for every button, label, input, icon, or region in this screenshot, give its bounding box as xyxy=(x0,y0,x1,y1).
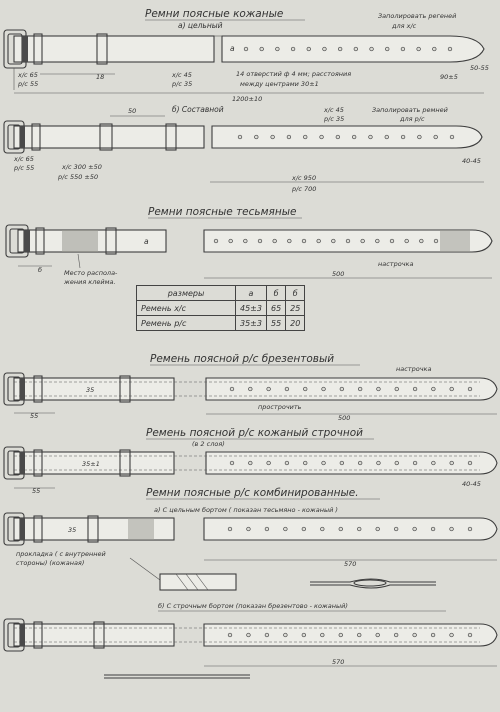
punch-hole xyxy=(303,135,307,139)
belt-tape xyxy=(6,225,492,257)
punch-hole xyxy=(376,239,380,243)
punch-hole xyxy=(450,527,454,531)
punch-hole xyxy=(291,47,295,51)
punch-hole xyxy=(417,47,421,51)
punch-hole xyxy=(376,527,380,531)
punch-hole xyxy=(394,527,398,531)
table-row xyxy=(137,301,305,316)
dim-ks-loop-b: х/с 45 xyxy=(324,106,344,114)
punch-hole xyxy=(377,461,381,465)
leather-title: Ремни поясные кожаные xyxy=(145,8,284,20)
stamp-note-2: жения клейма. xyxy=(64,278,116,286)
punch-hole xyxy=(267,461,271,465)
punch-hole xyxy=(267,387,271,391)
punch-hole xyxy=(317,239,321,243)
punch-hole xyxy=(339,527,343,531)
table-header-cell: б xyxy=(286,286,305,301)
stitched-right-w: 40-45 xyxy=(462,480,481,488)
punch-hole xyxy=(357,527,361,531)
punch-hole xyxy=(303,387,307,391)
punch-hole xyxy=(255,135,259,139)
dim-ks-width-b: х/с 65 xyxy=(14,155,34,163)
dim-right-w-b: 40-45 xyxy=(462,157,481,165)
table-cell: 20 xyxy=(286,316,305,331)
punch-hole xyxy=(450,135,454,139)
punch-hole xyxy=(432,461,436,465)
punch-hole xyxy=(370,47,374,51)
punch-hole xyxy=(354,47,358,51)
dim-rs-width-b: р/с 55 xyxy=(14,164,35,172)
punch-hole xyxy=(322,461,326,465)
mark-a-tape: а xyxy=(144,237,149,246)
punch-hole xyxy=(413,633,417,637)
punch-hole xyxy=(338,47,342,51)
canvas-title: Ремень поясной р/с брезентовый xyxy=(150,353,335,365)
mark-a: а xyxy=(230,44,235,53)
table-cell: 35±3 xyxy=(236,316,267,331)
punch-hole xyxy=(431,527,435,531)
punch-hole xyxy=(420,239,424,243)
dim-ks-len: х/с 300 ±50 xyxy=(62,163,102,171)
combined-title: Ремни поясные р/с комбинированные. xyxy=(146,487,359,499)
punch-hole xyxy=(285,387,289,391)
punch-hole xyxy=(405,239,409,243)
punch-hole xyxy=(260,47,264,51)
punch-hole xyxy=(376,633,380,637)
table-cell: 25 xyxy=(286,301,305,316)
punch-hole xyxy=(244,47,248,51)
punch-hole xyxy=(276,47,280,51)
punch-hole xyxy=(401,47,405,51)
table-cell: Ремень р/с xyxy=(137,316,236,331)
canvas-stitch-note: прострочить xyxy=(258,403,302,411)
stamp-note-1: Место распола- xyxy=(64,269,118,277)
punch-hole xyxy=(273,239,277,243)
punch-hole xyxy=(228,633,232,637)
dim-rs-total: р/с 700 xyxy=(292,185,317,193)
punch-hole xyxy=(238,135,242,139)
dim-rs-width: р/с 55 xyxy=(18,80,39,88)
punch-hole xyxy=(302,239,306,243)
punch-hole xyxy=(434,135,438,139)
punch-hole xyxy=(288,239,292,243)
dim-rs-len: р/с 550 ±50 xyxy=(58,173,99,181)
punch-hole xyxy=(401,135,405,139)
punch-hole xyxy=(418,135,422,139)
punch-hole xyxy=(340,387,344,391)
punch-hole xyxy=(307,47,311,51)
punch-hole xyxy=(468,461,472,465)
punch-hole xyxy=(433,47,437,51)
punch-hole xyxy=(450,387,454,391)
punch-hole xyxy=(432,387,436,391)
punch-hole xyxy=(284,633,288,637)
canvas-width: 35 xyxy=(86,386,95,394)
punch-hole xyxy=(450,633,454,637)
punch-hole xyxy=(322,387,326,391)
punch-hole xyxy=(385,135,389,139)
punch-hole xyxy=(265,633,269,637)
punch-hole xyxy=(247,527,251,531)
table-cell: 65 xyxy=(266,301,285,316)
punch-hole xyxy=(413,387,417,391)
composite-variant-b: б) Составной xyxy=(172,105,224,114)
dim-tip-1: 50-55 xyxy=(470,64,489,72)
canvas-tip-note: настрочка xyxy=(396,365,432,373)
composite-tip-note-2: для р/с xyxy=(400,115,425,123)
table-cell: 55 xyxy=(266,316,285,331)
combined-length-b: 570 xyxy=(332,658,345,666)
punch-hole xyxy=(434,239,438,243)
holes-note-2: между центрами 30±1 xyxy=(240,80,319,88)
table-cell: 45±3 xyxy=(236,301,267,316)
punch-hole xyxy=(303,461,307,465)
dim-gap: 50 xyxy=(128,107,137,115)
punch-hole xyxy=(258,239,262,243)
punch-hole xyxy=(332,239,336,243)
combined-variant-a: а) С цельным бортом ( показан тесьмяно - кожаный ) xyxy=(154,506,338,514)
dim-tip-2: 90±5 xyxy=(440,73,458,81)
dim-rs-loop: р/с 35 xyxy=(172,80,193,88)
punch-hole xyxy=(358,461,362,465)
punch-hole xyxy=(247,633,251,637)
canvas-length: 500 xyxy=(338,414,351,422)
punch-hole xyxy=(285,461,289,465)
punch-hole xyxy=(321,633,325,637)
stitched-title: Ремень поясной р/с кожаный строчной xyxy=(146,427,363,439)
punch-hole xyxy=(228,527,232,531)
composite-tip-note: Заполировать ремней xyxy=(372,106,448,114)
dim-total-leather: 1200±10 xyxy=(232,95,263,103)
dim-buckle-gap: 18 xyxy=(96,73,105,81)
punch-hole xyxy=(320,135,324,139)
punch-hole xyxy=(230,387,234,391)
leather-variant-a: а) цельный xyxy=(178,21,223,30)
punch-hole xyxy=(357,633,361,637)
lining-note-1: прокладка ( с внутренней xyxy=(16,550,106,558)
sizes-table xyxy=(136,285,305,331)
lining-note-2: стороны) (кожаная) xyxy=(16,559,85,567)
punch-hole xyxy=(377,387,381,391)
belt-leather-composite xyxy=(4,121,482,153)
table-header-cell: а xyxy=(236,286,267,301)
leather-tip-note: Заполировать регеней xyxy=(378,12,457,20)
holes-note-1: 14 отверстий ф 4 мм; расстояния xyxy=(236,70,352,78)
punch-hole xyxy=(394,633,398,637)
punch-hole xyxy=(413,527,417,531)
stitched-subtitle: (в 2 слоя) xyxy=(192,440,225,448)
punch-hole xyxy=(249,387,253,391)
punch-hole xyxy=(284,527,288,531)
stitched-width: 35±1 xyxy=(82,460,100,468)
punch-hole xyxy=(352,135,356,139)
punch-hole xyxy=(468,527,472,531)
punch-hole xyxy=(287,135,291,139)
punch-hole xyxy=(413,461,417,465)
table-header-cell: размеры xyxy=(137,286,236,301)
tape-title: Ремни поясные тесьмяные xyxy=(148,206,297,218)
punch-hole xyxy=(321,527,325,531)
punch-hole xyxy=(385,47,389,51)
punch-hole xyxy=(395,387,399,391)
dim-rs-loop-b: р/с 35 xyxy=(324,115,345,123)
cross-section-b xyxy=(104,675,250,678)
punch-hole xyxy=(358,387,362,391)
punch-hole xyxy=(390,239,394,243)
dim-ks-total: х/с 950 xyxy=(292,174,317,182)
punch-hole xyxy=(230,461,234,465)
punch-hole xyxy=(346,239,350,243)
leather-tip-note-2: для х/с xyxy=(392,22,417,30)
tape-length: 500 xyxy=(332,270,345,278)
punch-hole xyxy=(302,633,306,637)
punch-hole xyxy=(468,387,472,391)
punch-hole xyxy=(431,633,435,637)
lining-detail xyxy=(160,574,236,590)
punch-hole xyxy=(340,461,344,465)
punch-hole xyxy=(249,461,253,465)
dim-ks-loop: х/с 45 xyxy=(172,71,192,79)
punch-hole xyxy=(339,633,343,637)
stitched-left: 55 xyxy=(32,487,41,495)
punch-hole xyxy=(395,461,399,465)
mark-b-tape: б xyxy=(38,266,43,274)
punch-hole xyxy=(369,135,373,139)
punch-hole xyxy=(302,527,306,531)
canvas-left: 55 xyxy=(30,412,39,420)
punch-hole xyxy=(271,135,275,139)
punch-hole xyxy=(361,239,365,243)
combined-length: 570 xyxy=(344,560,357,568)
punch-hole xyxy=(450,461,454,465)
cross-section-detail xyxy=(310,579,436,588)
table-header-cell: б xyxy=(266,286,285,301)
punch-hole xyxy=(244,239,248,243)
sizes-table-header xyxy=(137,286,305,301)
combined-width: 35 xyxy=(68,526,77,534)
punch-hole xyxy=(468,633,472,637)
punch-hole xyxy=(448,47,452,51)
table-row xyxy=(137,316,305,331)
punch-hole xyxy=(323,47,327,51)
punch-hole xyxy=(229,239,233,243)
table-cell: Ремень х/с xyxy=(137,301,236,316)
dim-ks-width: х/с 65 xyxy=(18,71,38,79)
combined-variant-b: б) С строчным бортом (показан брезентово - кожаный) xyxy=(158,602,348,610)
punch-hole xyxy=(265,527,269,531)
punch-hole xyxy=(336,135,340,139)
tape-tip-note: настрочка xyxy=(378,260,414,268)
punch-hole xyxy=(214,239,218,243)
